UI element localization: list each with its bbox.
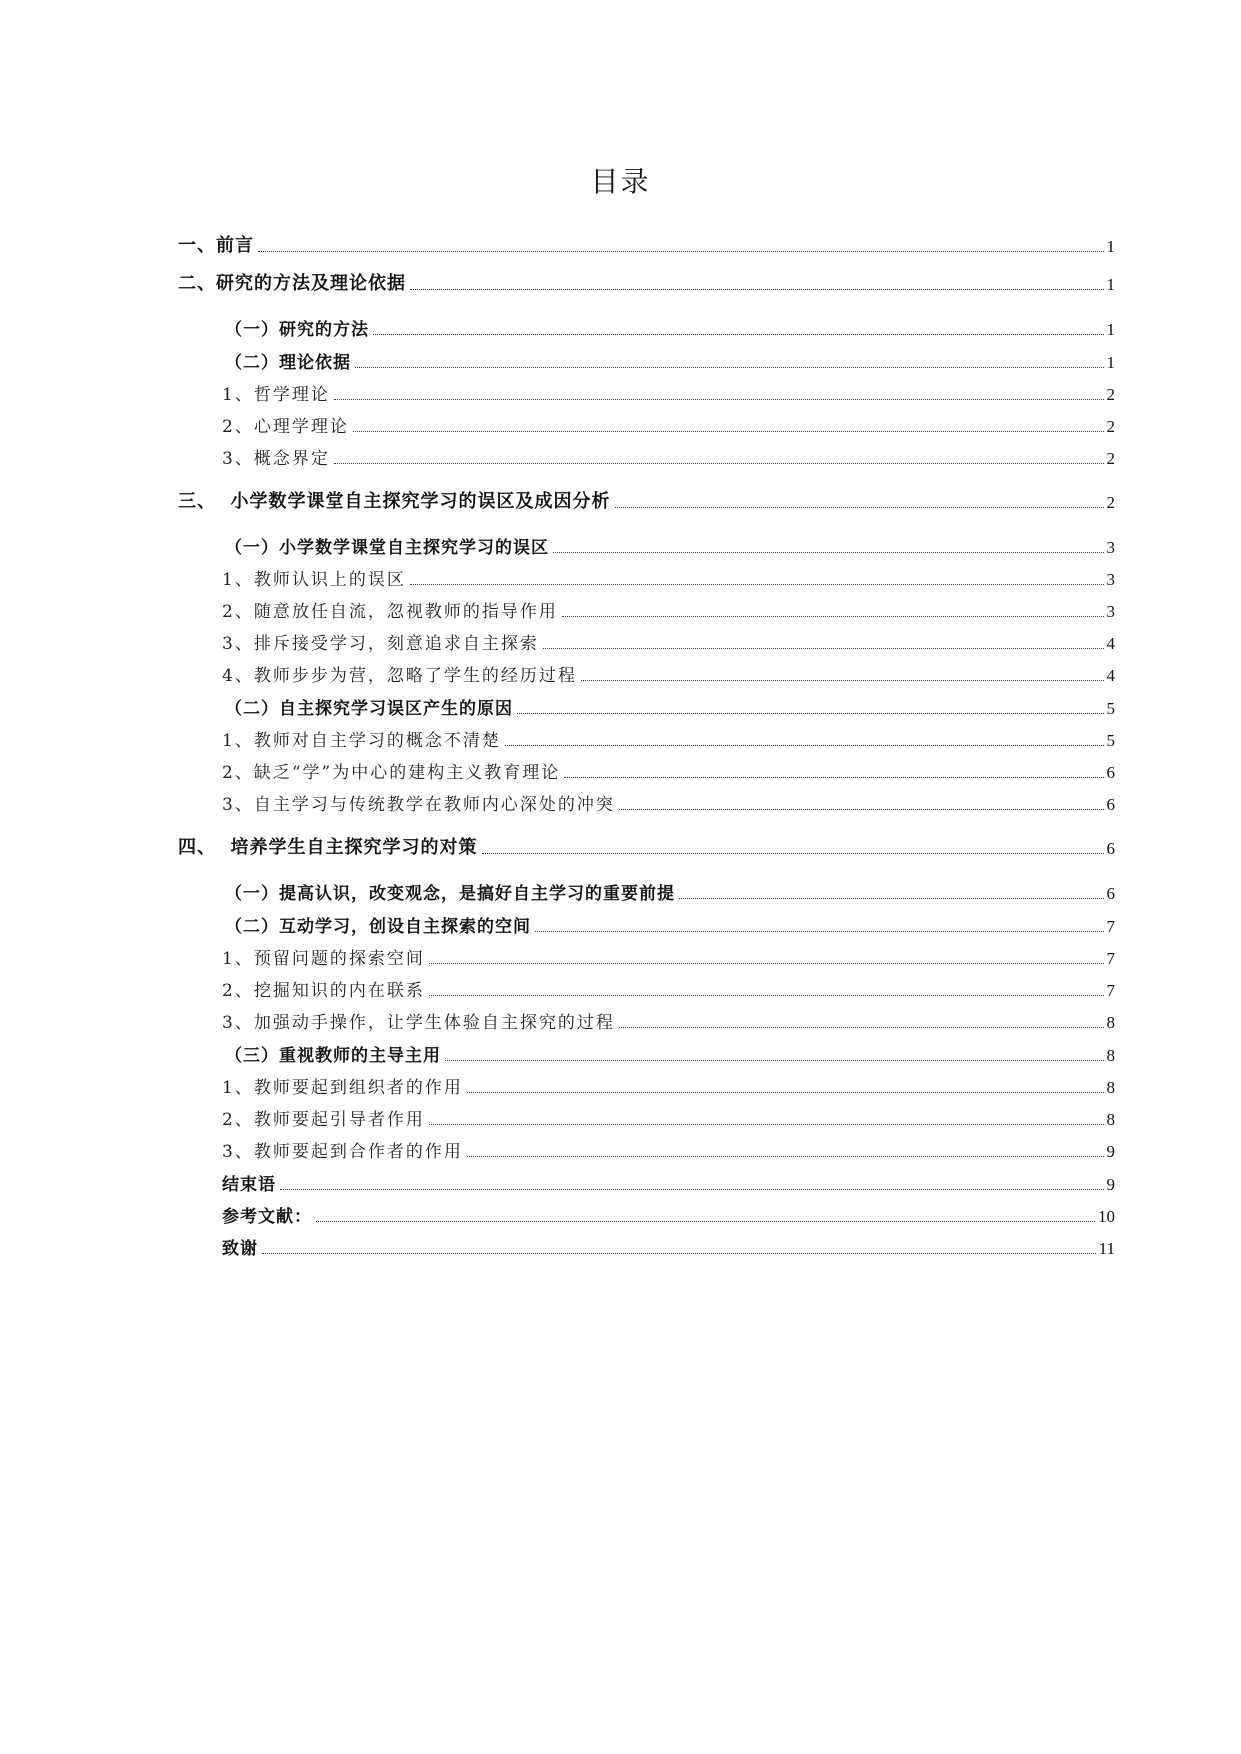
toc-entry-page-number: 6 [1106,884,1115,903]
toc-entry-label: 1、预留问题的探索空间 [222,949,425,969]
toc-entry[interactable] [178,941,1115,969]
toc-entry-page-number: 8 [1106,1046,1115,1065]
toc-entry[interactable] [178,485,1115,513]
toc-entry-page-number: 2 [1106,449,1115,468]
toc-entry[interactable] [178,441,1115,469]
dot-leader [280,1189,1104,1190]
toc-entry-label: 3、自主学习与传统教学在教师内心深处的冲突 [222,795,615,815]
toc-entry-label: 2、随意放任自流，忽视教师的指导作用 [222,602,558,622]
toc-entry-page-number: 1 [1106,275,1115,294]
dot-leader [316,1221,1095,1222]
toc-entry-label: 参考文献： [222,1207,312,1227]
toc-entry-page-number: 11 [1098,1239,1115,1258]
toc-entry-page-number: 2 [1106,417,1115,436]
dot-leader [467,1156,1104,1157]
toc-entry[interactable] [178,1070,1115,1098]
toc-entry-page-number: 4 [1106,634,1115,653]
toc-entry[interactable] [178,312,1115,340]
dot-leader [505,745,1104,746]
dot-leader [429,995,1104,996]
toc-entry-label: （一）研究的方法 [225,320,369,340]
toc-entry[interactable] [178,1102,1115,1130]
toc-entry-page-number: 8 [1106,1013,1115,1032]
toc-entry-page-number: 6 [1106,795,1115,814]
toc-entry[interactable] [178,1231,1115,1259]
dot-leader [410,584,1104,585]
toc-entry-page-number: 5 [1106,731,1115,750]
toc-entry-page-number: 8 [1106,1110,1115,1129]
dot-leader [467,1092,1104,1093]
dot-leader [410,289,1104,290]
dot-leader [334,463,1104,464]
dot-leader [553,552,1104,553]
toc-entry[interactable] [178,1134,1115,1162]
toc-entry-page-number: 3 [1106,538,1115,557]
toc-entry[interactable] [178,909,1115,937]
toc-entry[interactable] [178,691,1115,719]
toc-entry-page-number: 5 [1106,699,1115,718]
toc-entry-label: （一）提高认识，改变观念，是搞好自主学习的重要前提 [225,884,675,904]
toc-entry-label: （二）自主探究学习误区产生的原因 [225,699,513,719]
dot-leader [373,334,1104,335]
dot-leader [619,809,1104,810]
toc-entry[interactable] [178,409,1115,437]
toc-entry[interactable] [178,1167,1115,1195]
toc-entry[interactable] [178,267,1115,295]
toc-entry-label: 1、教师对自主学习的概念不清楚 [222,731,501,751]
toc-entry-label: （二）理论依据 [225,353,351,373]
toc-entry-label: 2、挖掘知识的内在联系 [222,981,425,1001]
toc-entry[interactable] [178,1005,1115,1033]
toc-entry-page-number: 9 [1106,1142,1115,1161]
toc-entry-label: 3、加强动手操作，让学生体验自主探究的过程 [222,1013,615,1033]
dot-leader [482,853,1104,854]
toc-entry-page-number: 8 [1106,1078,1115,1097]
toc-entry-label: 二、研究的方法及理论依据 [178,273,406,294]
toc-entry[interactable] [178,530,1115,558]
toc-entry-label: 2、缺乏“学”为中心的建构主义教育理论 [222,763,561,783]
dot-leader [445,1060,1104,1061]
dot-leader [564,777,1103,778]
dot-leader [353,431,1104,432]
toc-entry[interactable] [178,229,1115,257]
dot-leader [543,648,1104,649]
toc-entry-page-number: 1 [1106,353,1115,372]
toc-entry-page-number: 6 [1106,839,1115,858]
toc-entry-label: 四、 培养学生自主探究学习的对策 [178,837,478,858]
toc-entry-page-number: 7 [1106,917,1115,936]
toc-entry-page-number: 2 [1106,385,1115,404]
toc-entry-page-number: 4 [1106,666,1115,685]
toc-entry-label: （三）重视教师的主导主用 [225,1046,441,1066]
page-title: 目录 [590,165,651,198]
toc-entry-label: 致谢 [222,1239,258,1259]
toc-entry[interactable] [178,562,1115,590]
dot-leader [615,507,1104,508]
toc-entry-page-number: 1 [1106,320,1115,339]
toc-entry[interactable] [178,377,1115,405]
toc-entry[interactable] [178,876,1115,904]
toc-entry-page-number: 7 [1106,949,1115,968]
toc-entry-label: 1、教师要起到组织者的作用 [222,1078,463,1098]
dot-leader [562,616,1104,617]
toc-entry-label: 4、教师步步为营，忽略了学生的经历过程 [222,666,577,686]
toc-entry-label: 1、哲学理论 [222,385,330,405]
toc-entry-label: 2、教师要起引导者作用 [222,1110,425,1130]
toc-entry-page-number: 2 [1106,493,1115,512]
dot-leader [429,1124,1104,1125]
toc-entry-label: 一、前言 [178,235,254,256]
dot-leader [262,1253,1096,1254]
toc-entry[interactable] [178,1199,1115,1227]
toc-entry-label: 三、 小学数学课堂自主探究学习的误区及成因分析 [178,491,611,512]
toc-entry[interactable] [178,973,1115,1001]
toc-entry-label: （二）互动学习，创设自主探索的空间 [225,917,531,937]
dot-leader [258,251,1104,252]
toc-entry-label: 1、教师认识上的误区 [222,570,406,590]
toc-entry-page-number: 1 [1106,237,1115,256]
toc-entry-label: 结束语 [222,1175,276,1195]
toc-entry-label: 2、心理学理论 [222,417,349,437]
toc-entry-page-number: 10 [1098,1207,1115,1226]
toc-entry[interactable] [178,1038,1115,1066]
toc-entry-label: （一）小学数学课堂自主探究学习的误区 [225,538,549,558]
toc-entry-label: 3、教师要起到合作者的作用 [222,1142,463,1162]
toc-entry-page-number: 3 [1106,570,1115,589]
dot-leader [429,963,1104,964]
toc-entry[interactable] [178,787,1115,815]
toc-entry[interactable] [178,658,1115,686]
toc-entry-page-number: 7 [1106,981,1115,1000]
toc-entry[interactable] [178,831,1115,859]
dot-leader [535,931,1104,932]
dot-leader [581,680,1104,681]
toc-entry-label: 3、排斥接受学习，刻意追求自主探索 [222,634,539,654]
toc-entry-label: 3、概念界定 [222,449,330,469]
dot-leader [619,1027,1104,1028]
toc-entry[interactable] [178,626,1115,654]
toc-entry-page-number: 3 [1106,602,1115,621]
toc-entry[interactable] [178,755,1115,783]
toc-entry[interactable] [178,594,1115,622]
dot-leader [355,367,1104,368]
toc-entry-page-number: 6 [1106,763,1115,782]
toc-entry[interactable] [178,345,1115,373]
dot-leader [679,898,1104,899]
toc-entry[interactable] [178,723,1115,751]
toc-entry-page-number: 9 [1106,1175,1115,1194]
dot-leader [334,399,1104,400]
dot-leader [517,713,1104,714]
